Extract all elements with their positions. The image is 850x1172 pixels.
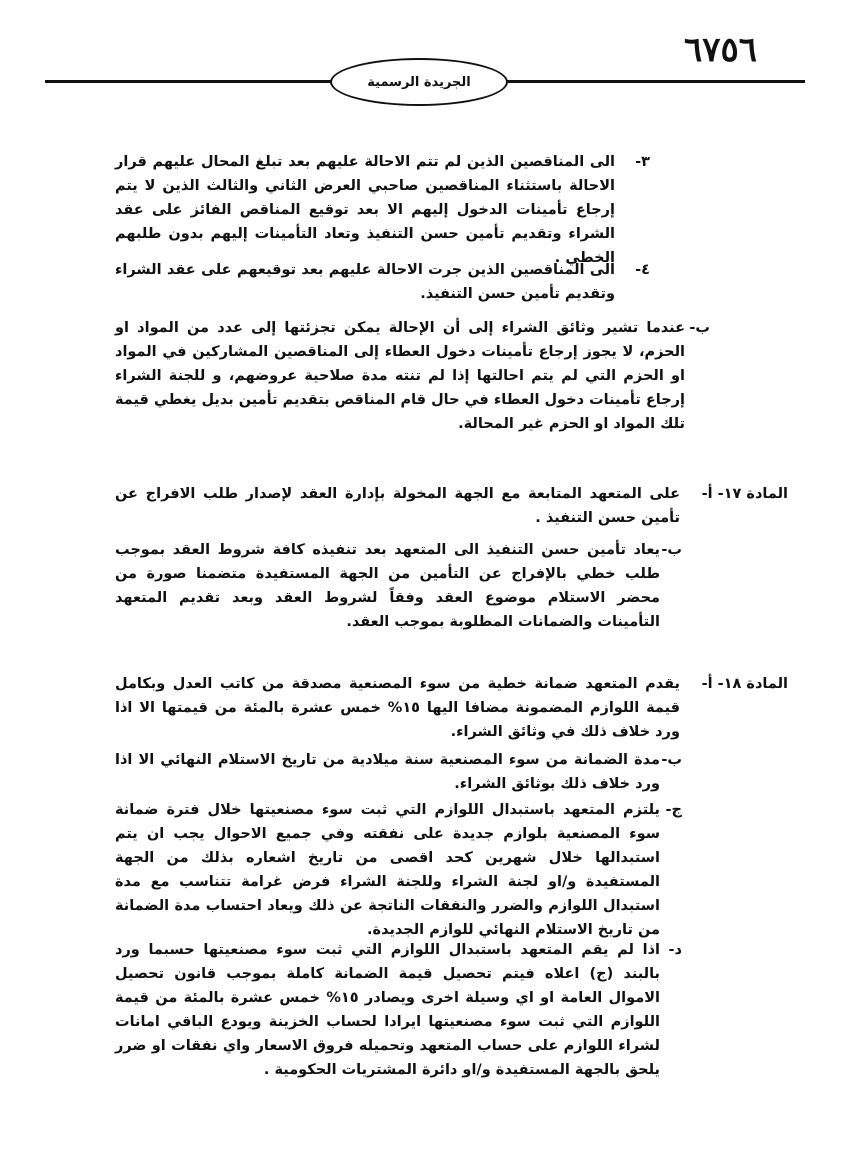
paragraph-text: يقدم المتعهد ضمانة خطية من سوء المصنعية مصدقة من كاتب العدل وبكامل قيمة اللوازم المضمونة مضافا اليها ١٥% خمس عشرة بالمئة من قيمتها الا اذا ورد خلاف ذلك في وثائق الشراء. xyxy=(115,676,680,740)
item-marker-4: ٤- xyxy=(635,262,650,278)
paragraph-text: على المتعهد المتابعة مع الجهة المخولة بإدارة العقد لإصدار طلب الافراج عن تأمين حسن التنفيذ . xyxy=(115,486,680,526)
article-18-marker-b: ب- xyxy=(661,752,682,768)
item-marker-3: ٣- xyxy=(635,154,650,170)
paragraph-text: يلتزم المتعهد باستبدال اللوازم التي ثبت سوء مصنعيتها خلال فترة ضمانة سوء المصنعية بلوازم جديدة على نفقته وفي جميع الاحوال يجب ان يتم استبدالها خلال شهرين كحد اقصى من تاريخ اشعاره بذلك من الجهة المستفيدة و/او لجنة الشراء وللجنة الشراء فرض غرامة تتناسب مع مدة استبدال اللوازم والضرر والنفقات الناتجة عن ذلك ويعاد احتساب مدة الضمانة من تاريخ الاستلام النهائي للوازم الجديدة. xyxy=(115,802,660,938)
article-18-paragraph-a xyxy=(115,672,680,744)
article-18-paragraph-d xyxy=(115,938,660,1082)
article-17-paragraph-b xyxy=(115,538,660,634)
page-number: ٦٧٥٦ xyxy=(684,30,758,70)
paragraph-text: مدة الضمانة من سوء المصنعية سنة ميلادية من تاريخ الاستلام النهائي الا اذا ورد خلاف ذلك بوثائق الشراء. xyxy=(115,752,660,792)
article-17-marker: المادة ١٧- أ- xyxy=(701,486,788,502)
article-18-paragraph-j xyxy=(115,798,660,942)
paragraph-text: يعاد تأمين حسن التنفيذ الى المتعهد بعد تنفيذه كافة شروط العقد بموجب طلب خطي بالإفراج عن التأمين من الجهة المستفيدة متضمنا صورة من محضر الاستلام موضوع العقد وفقاً لشروط العقد وبعد تقديم المتعهد التأمينات والضمانات المطلوبة بموجب العقد. xyxy=(115,542,660,630)
paragraph-text: الى المناقصين الذين جرت الاحالة عليهم بعد توقيعهم على عقد الشراء وتقديم تأمين حسن التنفيذ. xyxy=(115,262,615,302)
paragraph-text: اذا لم يقم المتعهد باستبدال اللوازم التي ثبت سوء مصنعيتها حسبما ورد بالبند (ج) اعلاه فيتم تحصيل قيمة الضمانة كاملة بموجب قانون تحصيل الاموال العامة او اي وسيلة اخرى ويصادر ١٥% خمس عشرة بالمئة من قيمة اللوازم التي ثبت سوء مصنعيتها ايرادا لحساب الخزينة ويودع الباقي امانات لشراء اللوازم على حساب المتعهد وتحميله فروق الاسعار واي نفقات او ضرر يلحق بالجهة المستفيدة و/او دائرة المشتريات الحكومية . xyxy=(115,942,660,1078)
article-18-marker-d: د- xyxy=(668,942,682,958)
paragraph-item-4 xyxy=(115,258,615,306)
gazette-name-oval: الجريدة الرسمية xyxy=(330,58,508,106)
paragraph-text: الى المناقصين الذين لم تتم الاحالة عليهم بعد تبلغ المحال عليهم قرار الاحالة باستثناء المناقصين صاحبي العرض الثاني والثالث الذين لا يتم إرجاع تأمينات الدخول إليهم الا بعد توقيع المناقص الفائز على عقد الشراء وتقديم تأمين حسن التنفيذ وتعاد التأمينات إليهم بدون طلبهم الخطي . xyxy=(115,154,615,266)
article-17-paragraph-a xyxy=(115,482,680,530)
paragraph-item-3 xyxy=(115,150,615,270)
item-marker-b: ب- xyxy=(689,320,710,336)
paragraph-item-b xyxy=(115,316,685,436)
article-18-paragraph-b xyxy=(115,748,660,796)
article-17-marker-b: ب- xyxy=(661,542,682,558)
paragraph-text: عندما تشير وثائق الشراء إلى أن الإحالة يمكن تجزئتها إلى عدد من المواد او الحزم، لا يجوز إرجاع تأمينات دخول العطاء إلى المناقصين المشاركين في المواد او الحزم التي لم يتم احالتها إذا لم تنته مدة صلاحية عروضهم، و للجنة الشراء إرجاع تأمينات دخول العطاء في حال قام المناقص بتقديم تأمين بديل يغطي قيمة تلك المواد او الحزم غير المحالة. xyxy=(115,320,685,432)
article-18-marker: المادة ١٨- أ- xyxy=(701,676,788,692)
article-18-marker-j: ج- xyxy=(665,802,682,818)
